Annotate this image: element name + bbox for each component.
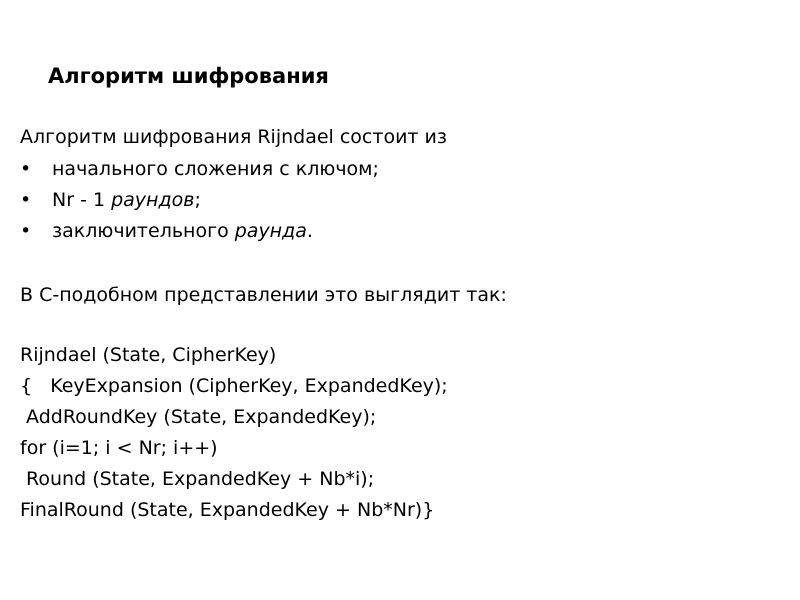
c-like-intro: В С-подобном представлении это выглядит так: bbox=[20, 284, 507, 306]
code-line: { KeyExpansion (CipherKey, ExpandedKey); bbox=[20, 375, 448, 397]
bullet-item-3-emphasis: раунда bbox=[234, 220, 307, 242]
bullet-item-3-suffix: . bbox=[306, 220, 313, 242]
code-line: for (i=1; i < Nr; i++) bbox=[20, 437, 218, 459]
bullet-item-3-prefix: заключительного bbox=[52, 220, 235, 242]
bullet-marker: • bbox=[20, 220, 32, 242]
bullet-item-2 bbox=[52, 187, 201, 213]
bullet-item-1: начального сложения с ключом; bbox=[52, 158, 379, 180]
intro-text: Алгоритм шифрования Rijndael состоит из bbox=[20, 126, 447, 148]
bullet-marker: • bbox=[20, 158, 32, 180]
bullet-item-2-prefix: Nr - 1 bbox=[52, 189, 112, 211]
bullet-item-2-suffix: ; bbox=[194, 189, 201, 211]
code-line: FinalRound (State, ExpandedKey + Nb*Nr)} bbox=[20, 499, 435, 521]
code-line: Round (State, ExpandedKey + Nb*i); bbox=[20, 468, 375, 490]
bullet-item-2-emphasis: раундов bbox=[111, 189, 195, 211]
code-line: Rijndael (State, CipherKey) bbox=[20, 344, 277, 366]
bullet-marker: • bbox=[20, 189, 32, 211]
bullet-item-3 bbox=[52, 218, 313, 244]
code-line: AddRoundKey (State, ExpandedKey); bbox=[20, 406, 377, 428]
slide-title: Алгоритм шифрования bbox=[48, 64, 329, 88]
